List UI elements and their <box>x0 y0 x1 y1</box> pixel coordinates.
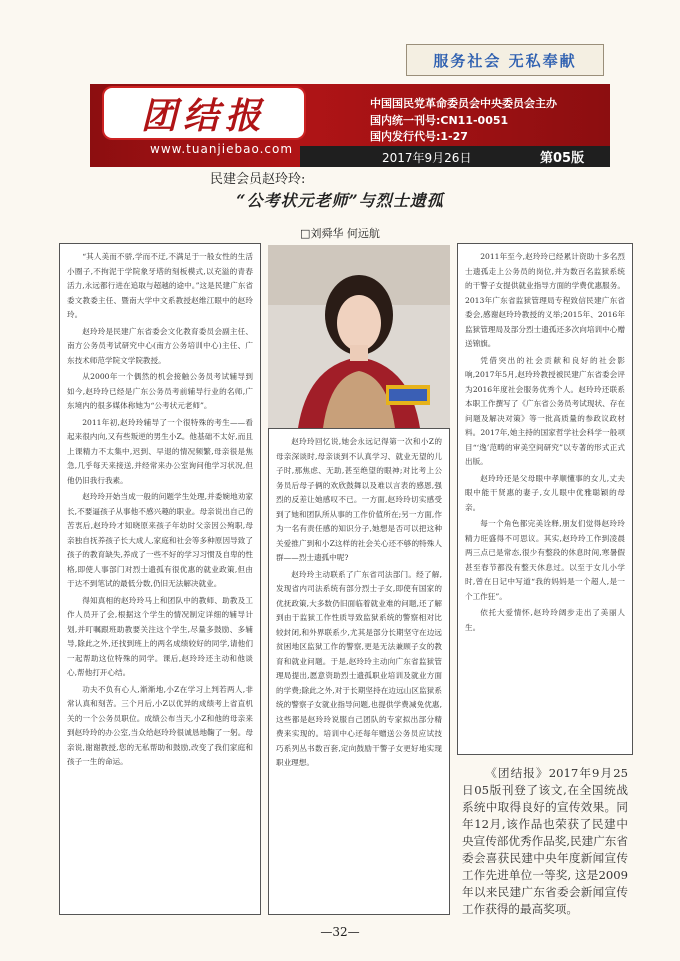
newspaper-logo <box>104 88 304 138</box>
postal-code: 国内发行代号:1-27 <box>370 130 468 143</box>
article-column-3 <box>457 243 633 755</box>
edition-label: 第05版 <box>540 151 585 166</box>
paragraph: 赵玲玲开始当成一般的问题学生处理,并委婉地劝家长,不要逼孩子从事他不感兴趣的职业。母亲说出自己的苦衷后,赵玲玲才知晓原来孩子年幼时父亲因公殉职,母亲独自抚养孩子长大成人,家庭和社会等多种原因导致了孩子的教育缺失,养成了一些不好的学习习惯及自卑的性格,即使人事部门对烈士遗孤有很优惠的就业政策,但由于达不到笔试的最低分数,仍旧无法解决就业。 <box>67 492 253 588</box>
article-title: “公考状元老师”与烈士遗孤 <box>236 191 444 210</box>
domestic-code: 国内统一刊号:CN11-0051 <box>370 114 509 127</box>
article-kicker: 民建会员赵玲玲: <box>210 172 306 187</box>
paragraph: 2011年初,赵玲玲辅导了一个很特殊的考生——看起来很内向,又有些叛逆的男生小Z。他基础不太好,而且上课精力不太集中,迟到、早退的情况频繁,母亲很是焦急,几乎每天来接送,并经常来办公室询问他学习状况,但他仍旧我行我素。 <box>67 417 253 485</box>
slogan-box <box>406 44 604 76</box>
editor-note: 《团结报》2017年9月25日05版刊登了该文,在全国统战系统中取得良好的宣传效果。同年12月,该作品也荣获了民建中央宣传部优秀作品奖,民建广东省委会喜获民建中央年度新闻宣传工作先进单位一等奖, 这是2009年以来民建广东省委会新闻宣传工作获得的最高奖项。 <box>462 766 628 916</box>
website-url: www.tuanjiebao.com <box>150 142 294 156</box>
paragraph: 得知真相的赵玲玲马上和团队中的教师、助教及工作人员开了会,根据这个学生的情况制定详细的辅导计划,并叮嘱跟班助教要关注这个学生,尽量多鼓励、多辅导,除此之外,还找到班上的两名成绩较好的同学,请他们一起帮助这位特殊的同学。课后,赵玲玲还主动和他谈心,帮他打开心结。 <box>67 595 253 677</box>
page-number: —32— <box>320 925 360 939</box>
paragraph: 依托大爱情怀,赵玲玲阔步走出了美丽人生。 <box>465 608 625 632</box>
paragraph: “其人美而不骄,学而不迂,不满足于一般女性的生活小圈子,不拘泥于学院象牙塔的刻板模式,以充溢的青春活力,永远都行进在追取与超越的途中。”这是民建广东省委文教委主任、暨南大学中文系教授赵维江眼中的赵玲玲。 <box>67 252 253 319</box>
paragraph: 功夫不负有心人,渐渐地,小Z在学习上判若两人,非常认真和刻苦。三个月后,小Z以优异的成绩考上省直机关的一个公务员职位。成绩公布当天,小Z和他的母亲来到赵玲玲的办公室,当众给赵玲玲很诚恳地鞠了一躬。母亲说,谢谢教授,您的无私帮助和鼓励,改变了我们家庭和孩子一生的命运。 <box>67 684 253 766</box>
portrait-photo <box>268 245 450 428</box>
paragraph: 赵玲玲还是父母眼中孝顺懂事的女儿,丈夫眼中能干贤惠的妻子,女儿眼中优雅聪颖的母亲。 <box>465 473 625 512</box>
article-column-2 <box>268 428 450 915</box>
article-column-1 <box>59 243 261 915</box>
paragraph: 从2000年一个偶然的机会接触公务员考试辅导到如今,赵玲玲已经是广东公务员考前辅导行业的名师,广东境内的很多媒体称她为“公考状元老师”。 <box>67 372 253 410</box>
paragraph: 凭借突出的社会贡献和良好的社会影响,2017年5月,赵玲玲教授被民建广东省委会评为2016年度社会服务优秀个人。赵玲玲还联系本职工作撰写了《广东省公务员考试现状、存在问题及解决对策》等一批高质量的参政议政材料。2017年,她主持的国家哲学社会科学一般项目“‘逸’范畴的审美空间研究”以专著的形式正式出版。 <box>465 355 625 466</box>
paragraph: 赵玲玲是民建广东省委会文化教育委员会副主任、南方公务员考试研究中心(南方公务培训中心)主任、广东技术师范学院文学院教授。 <box>67 326 253 365</box>
slogan-text: 服务社会 无私奉献 <box>433 51 577 70</box>
paragraph: 赵玲玲回忆说,她会永远记得第一次和小Z的母亲深谈时,母亲谈到不认真学习、就业无望的儿子时,那焦虑、无助,甚至绝望的眼神;对比考上公务员后母子俩的欢欣鼓舞以及难以言表的感恩,强烈的反差让她感叹不已。一方面,赵玲玲切实感受到了她和团队所从事的工作价值所在;另一方面,作为一名有责任感的知识分子,她想是否可以把这种关爱推广到和小Z这样的社会关心还不够的特殊人群——烈士遗孤中呢? <box>276 437 442 562</box>
paragraph: 2011年至今,赵玲玲已经累计资助十多名烈士遗孤走上公务员的岗位,并为数百名监狱系统的干警子女提供就业指导方面的学费优惠服务。2013年广东省监狱管理局专程致信民建广东省委会,感谢赵玲玲教授的义举;2015年、2016年监狱管理局及部分烈士遗孤还多次向培训中心赠送锦旗。 <box>465 252 625 348</box>
sponsor-line: 中国国民党革命委员会中央委员会主办 <box>370 97 557 110</box>
paragraph: 每一个角色都完美诠释,朋友们觉得赵玲玲精力旺盛得不可思议。其实,赵玲玲工作到凌晨两三点已是常态,很少有整段的休息时间,寒暑假甚至春节都没有整天休息过。以至于女儿小学时,曾在日记中写道“我的妈妈是一个超人,是一个工作狂”。 <box>465 519 625 601</box>
logo-text: 团结报 <box>140 94 267 137</box>
issue-date: 2017年9月26日 <box>382 151 472 165</box>
article-author: □刘舜华 何远航 <box>300 227 380 240</box>
portrait-illustration <box>268 245 450 428</box>
paragraph: 赵玲玲主动联系了广东省司法部门。经了解,发现省内司法系统有部分烈士子女,即使有国家的优抚政策,大多数仍旧面临着就业难的问题,还了解到由于监狱工作性质导致监狱系统的警察相对比较封闭,和外界联系少,尤其是部分长期坚守在边远贫困地区监狱工作的警察,更是无法兼顾子女的教育和就业问题。于是,赵玲玲主动向广东省监狱管理局提出,愿意资助烈士遗孤职业培训及就业方面的学费;除此之外,对于长期坚持在边远山区监狱系统的警察子女就业指导问题,也提供学费减免优惠,这些都是赵玲玲说服自己团队的专家拟出部分精费来实现的。培训中心还每年赠送公务员应试技巧系列丛书数百套,定向鼓励干警子女更好地实现职业理想。 <box>276 569 442 767</box>
